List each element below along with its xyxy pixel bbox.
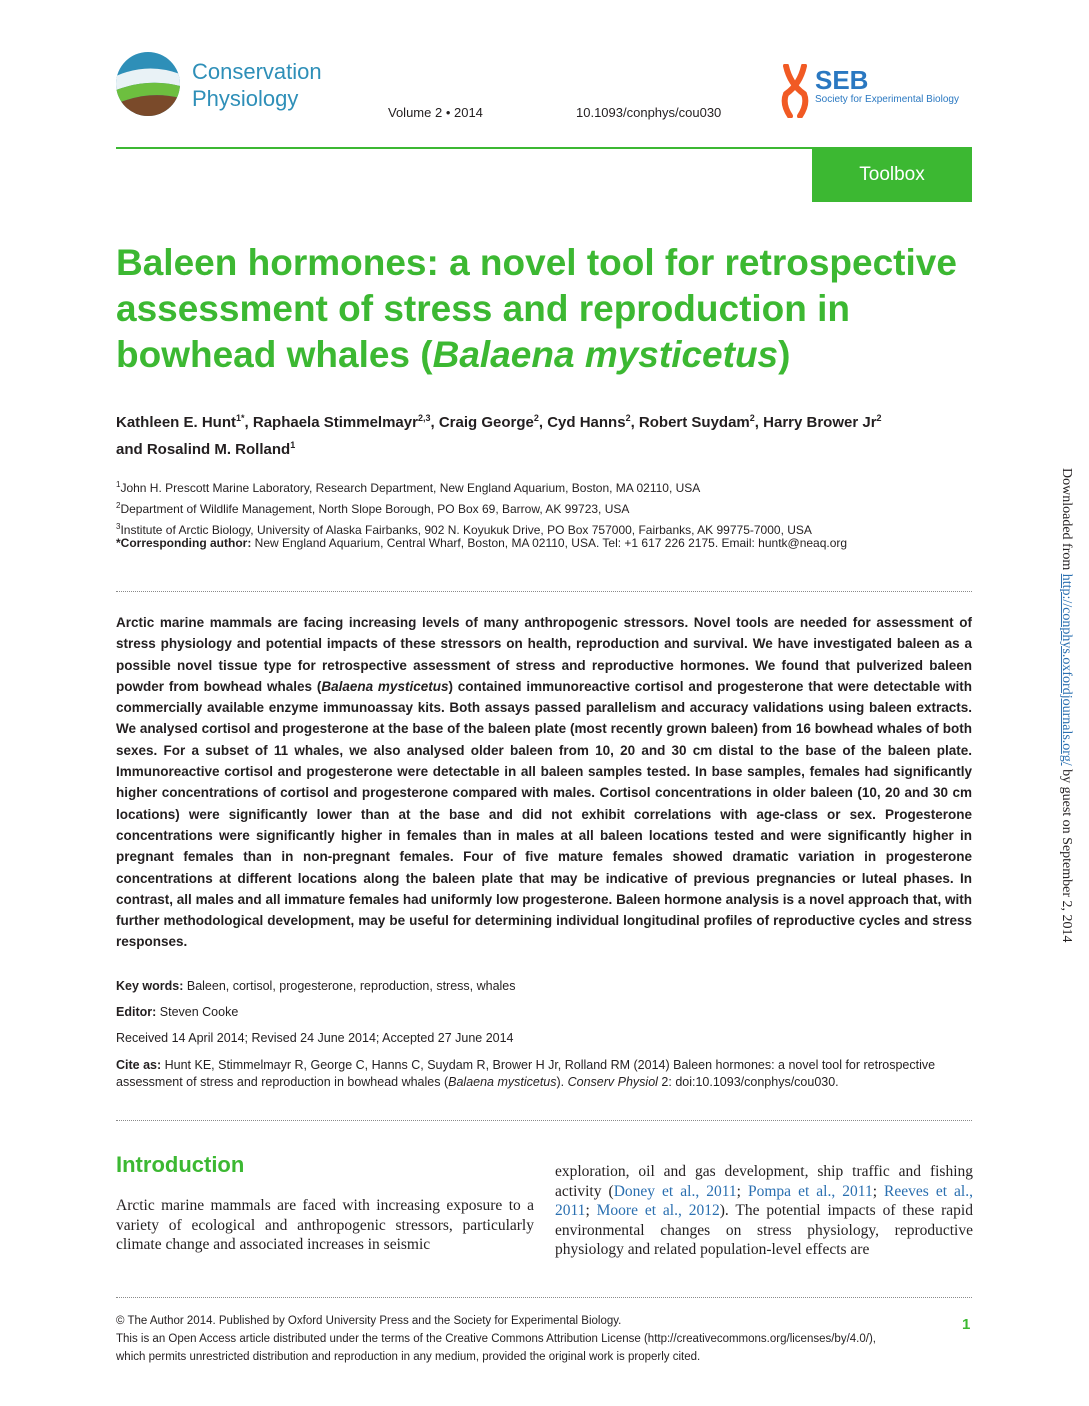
title-part2: ) [778,334,791,375]
corresponding-author: *Corresponding author: New England Aquarium, Central Wharf, Boston, MA 02110, USA. Tel: +1 617 226 2175. Email: huntk@neaq.org [116,536,848,550]
citation: Cite as: Hunt KE, Stimmelmayr R, George C, Hanns C, Suydam R, Brower H Jr, Rolland RM (2014) Baleen hormones: a novel tool for retrospective assessment of stress and reproduction in bowhead whales (Balaena mysticetus). Conserv Physiol 2: doi:10.1093/conphys/cou030. [116,1058,936,1089]
seb-wordmark [815,66,959,106]
editor: Editor: Steven Cooke [116,1005,239,1019]
reference-link[interactable]: Pompa et al., 2011 [748,1182,873,1200]
license-footer [116,1312,956,1366]
dotted-divider [116,1297,972,1298]
reference-link[interactable]: Reeves et al., 2011 [555,1182,973,1219]
author: Cyd Hanns$^2$ [547,413,631,431]
author: Harry Brower Jr$^2$ [763,413,882,431]
doi: 10.1093/conphys/cou030 [576,105,722,120]
body-column-right: exploration, oil and gas development, ship traffic and fishing activity (Doney et al., 2011; Pompa et al., 2011; Reeves et al., 2011; Moore et al., 2012). The potential impacts of these rapid environmental changes on stress physiology, reproductive physiology and related population-level effects are [555,1163,973,1258]
seb-logo-icon [780,64,810,118]
download-notice: Downloaded from http://conphys.oxfordjournals.org/ by guest on September 2, 2014 [1059,468,1074,943]
article-title [116,240,976,378]
dotted-divider [116,591,972,592]
affiliation: $^1$John H. Prescott Marine Laboratory, Research Department, New England Aquarium, Boston, MA 02110, USA [116,480,701,495]
affiliation: $^2$Department of Wildlife Management, North Slope Borough, PO Box 69, Barrow, AK 99723, USA [116,501,630,516]
author: Rosalind M. Rolland$^1$ [146,440,296,458]
title-species: Balaena mysticetus [432,334,779,375]
author: Craig George$^2$ [438,413,539,431]
conservation-physiology-logo [116,52,180,116]
abstract-species: Balaena mysticetus [321,678,449,694]
abstract: Arctic marine mammals are facing increasing levels of many anthropogenic stressors. Novel tools are needed for assessment of stress physiology and potential impacts of these stressors on health, reproduction and survival. We have investigated baleen as a possible novel tissue type for retrospective assessment of stress and reproductive hormones. We found that pulverized baleen powder from bowhead whales (Balaena mysticetus) contained immunoreactive cortisol and progesterone that were detectable with commercially available enzyme immunoassay kits. Both assays passed parallelism and accuracy validations using baleen extracts. We analysed cortisol and progesterone at the base of the baleen plate (most recently grown baleen) from 16 bowhead whales of both sexes. For a subset of 11 whales, we also analysed older baleen from 10, 20 and 30 cm distal to the base of the baleen plate. Immunoreactive cortisol and progesterone were detectable in all baleen samples tested. In base samples, females had significantly higher concentrations of cortisol and progesterone compared with males. Cortisol concentrations in older baleen (10, 20 and 30 cm locations) were significantly lower than at the base and did not exhibit correlations with age-class or sex. Progesterone concentrations were significantly higher in females than in males at all baleen locations tested and were significantly higher in pregnant females than in non-pregnant females. Four of five mature females showed dramatic variation in progesterone concentrations at different locations along the baleen plate that may be indicative of previous pregnancies or luteal phases. In contrast, all males and all immature females had uniformly low progesterone. Baleen hormone analysis is a novel approach that, with further methodological development, may be useful for determining individual longitudinal profiles of reproductive cycles and stress responses. [116,615,972,950]
journal-name-line1: Conservation [192,59,322,84]
copyright-line: © The Author 2014. Published by Oxford University Press and the Society for Experimental Biology. [116,1315,622,1327]
received-dates: Received 14 April 2014; Revised 24 June 2014; Accepted 27 June 2014 [116,1031,514,1045]
author: Robert Suydam$^2$ [638,413,755,431]
section-label-toolbox: Toolbox [812,148,972,202]
volume-info: Volume 2 • 2014 [388,105,483,120]
section-heading-introduction: Introduction [116,1152,245,1177]
dotted-divider [116,1120,972,1121]
page-number: 1 [962,1316,971,1333]
body-column-left: Arctic marine mammals are faced with increasing exposure to a variety of ecological and anthropogenic stressors, particularly climate change and associated increases in seismic [116,1197,534,1253]
author: Raphaela Stimmelmayr$^{2,3}$ [252,413,431,431]
license-line: This is an Open Access article distributed under the terms of the Creative Commons Attribution License (http://creativecommons.org/licenses/by/4.0/), [116,1333,876,1345]
keywords: Key words: Baleen, cortisol, progesterone, reproduction, stress, whales [116,979,516,993]
affiliation: $^3$Institute of Arctic Biology, University of Alaska Fairbanks, 902 N. Koyukuk Drive, PO Box 757000, Fairbanks, AK 99775-7000, USA [116,522,812,537]
reference-link[interactable]: Moore et al., 2012 [596,1202,720,1219]
journal-name-line2: Physiology [192,86,299,111]
download-link[interactable]: http://conphys.oxfordjournals.org/ [1059,573,1074,766]
reference-link[interactable]: Doney et al., 2011 [613,1182,737,1200]
seb-full-name: Society for Experimental Biology [815,94,959,105]
author-list: Kathleen E. Hunt$^{1*}$, Raphaela Stimmelmayr$^{2,3}$, Craig George$^2$, Cyd Hanns$^2$, Robert Suydam$^2$, Harry Brower Jr$^2$ and Rosalind M. Rolland$^1$ [116,413,882,458]
journal-name [192,58,322,112]
seb-abbr: SEB [815,65,869,95]
title-part1: Baleen hormones: a novel tool for retrospective assessment of stress and reproduction in bowhead whales ( [116,242,957,375]
license-line: which permits unrestricted distribution and reproduction in any medium, provided the original work is properly cited. [116,1351,701,1363]
affiliations [116,476,976,539]
author: Kathleen E. Hunt$^{1*}$ [116,413,245,431]
